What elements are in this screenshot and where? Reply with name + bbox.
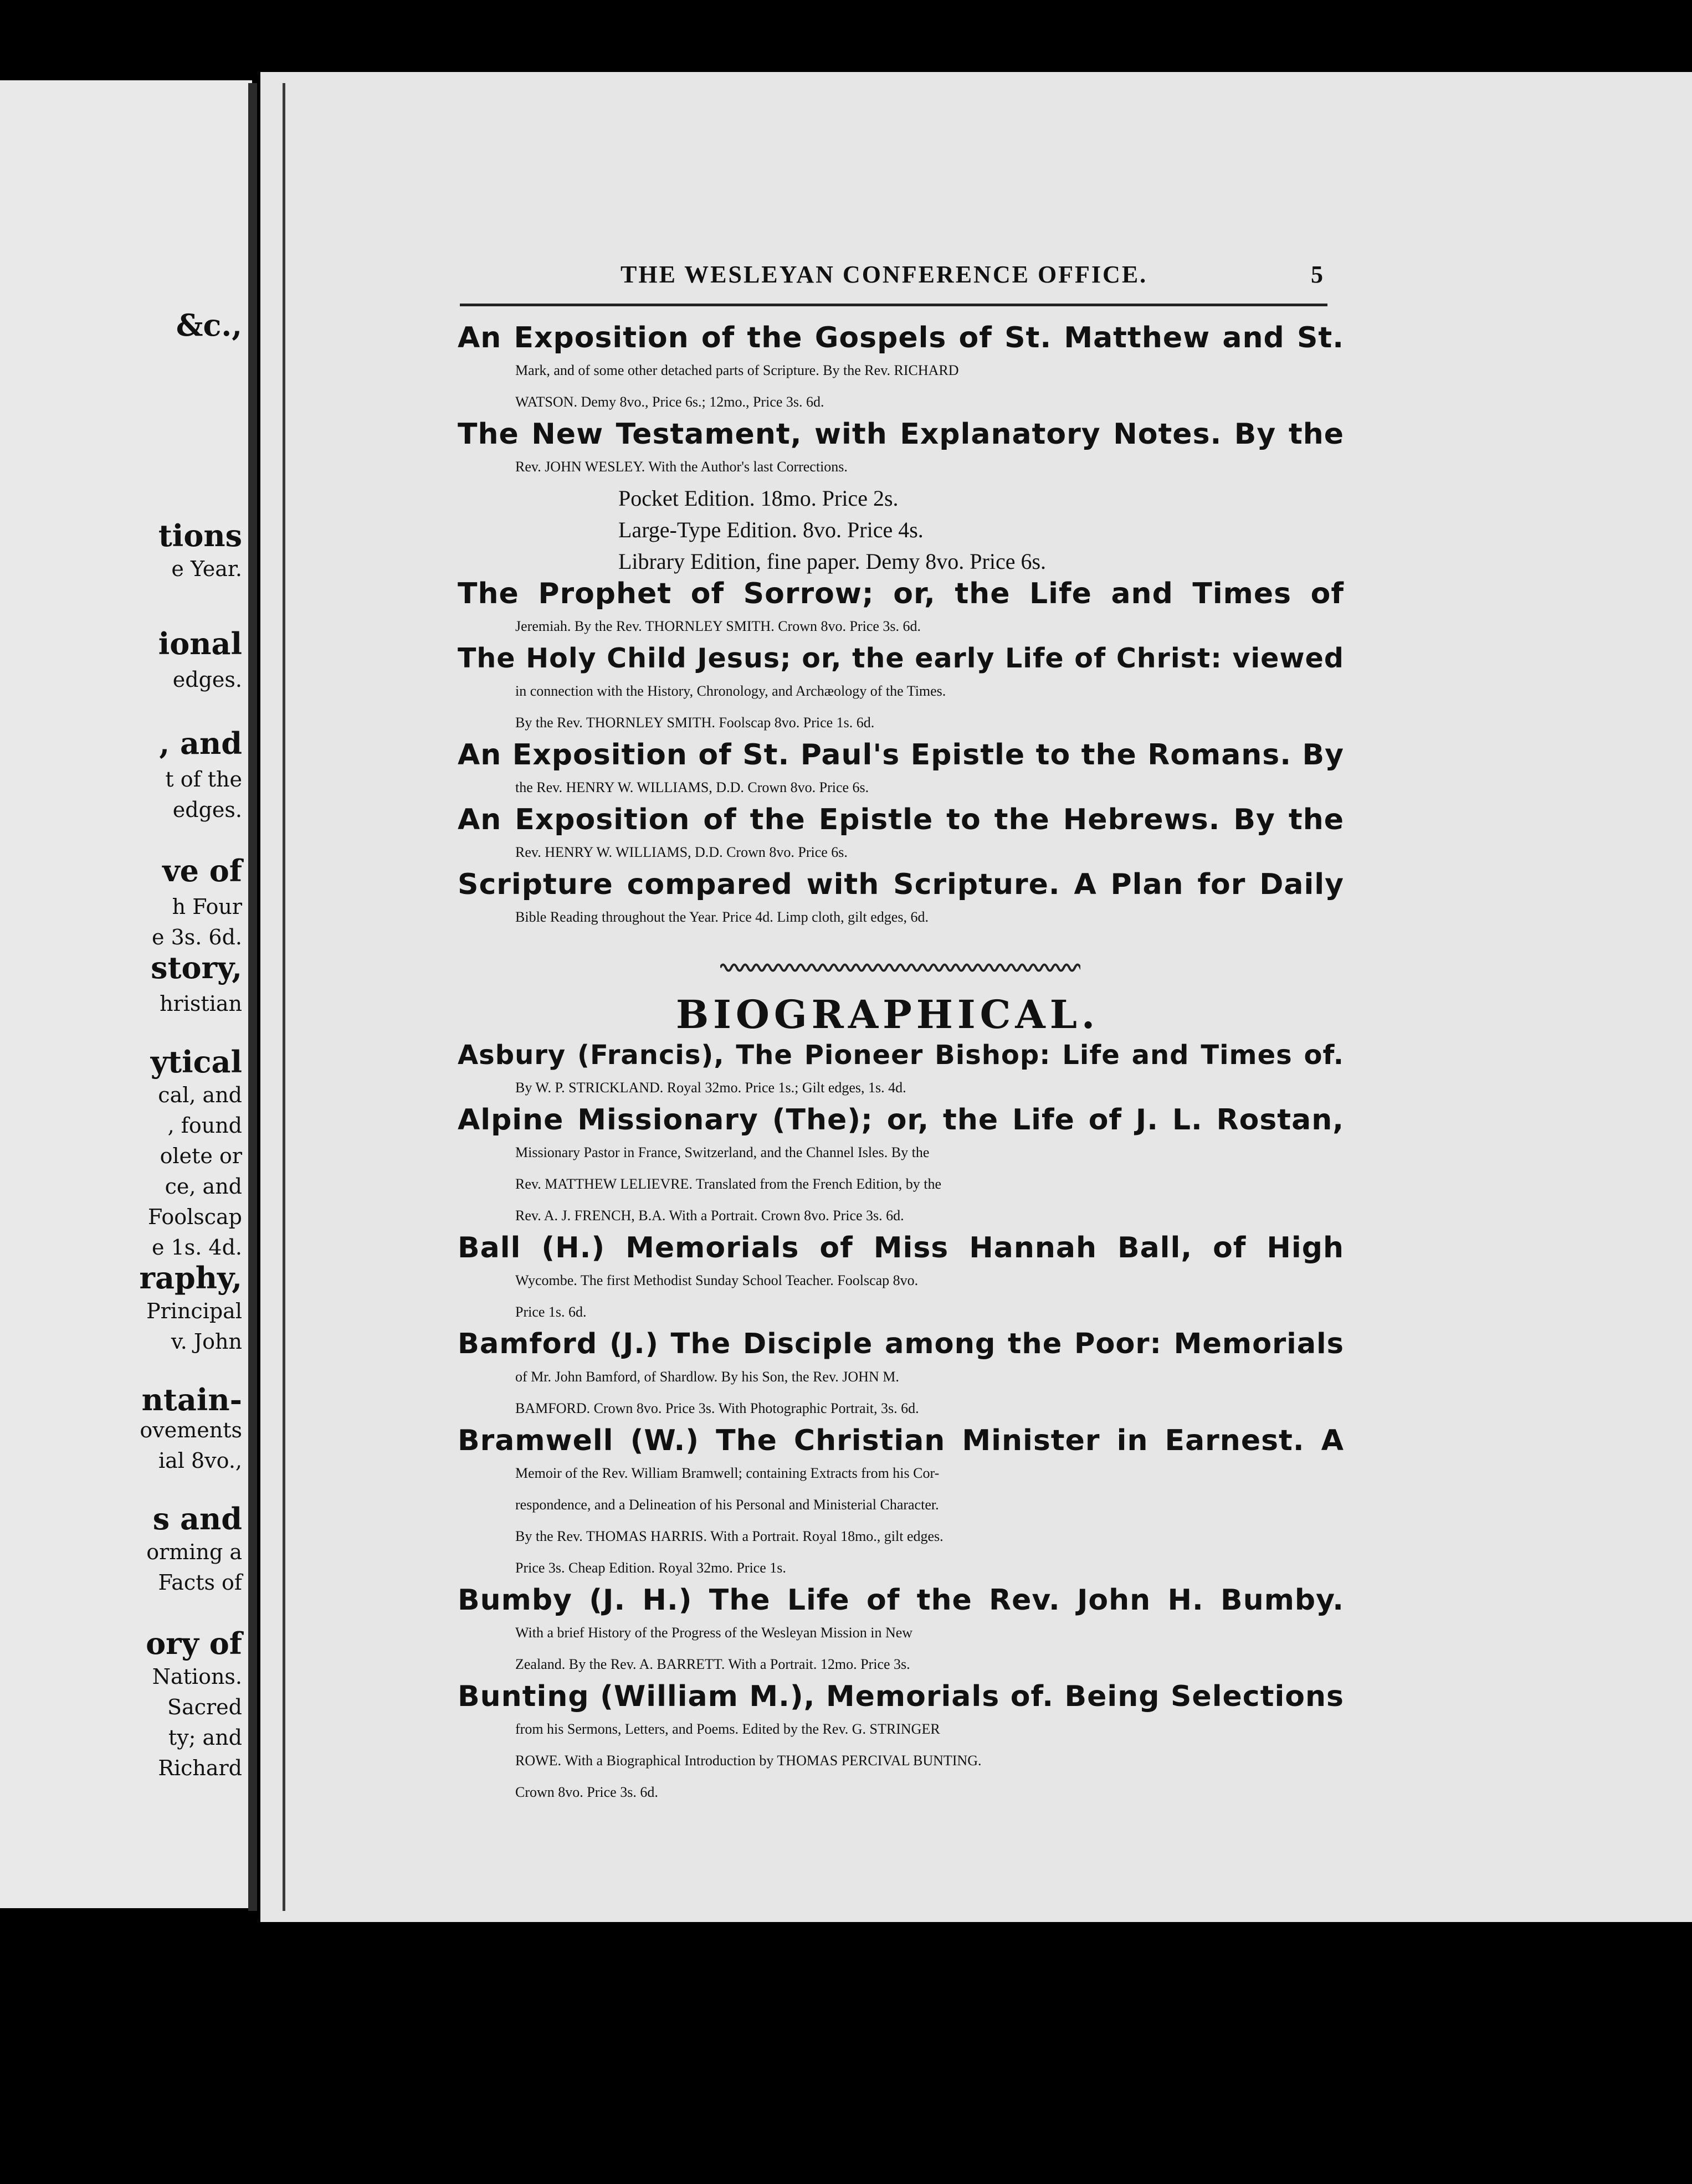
left-fragment-text: ory of xyxy=(146,1626,242,1661)
entry-title: Bamford (J.) The Disciple among the Poor: Memorials xyxy=(458,1328,1344,1360)
entry-line: Missionary Pastor in France, Switzerland, and the Channel Isles. By the xyxy=(515,1144,930,1160)
catalogue-entry xyxy=(458,321,1344,418)
catalogue-entry xyxy=(458,642,1344,738)
left-fragment-text: Sacred xyxy=(167,1695,242,1719)
entry-line: Mark, and of some other detached parts of Scripture. By the Rev. RICHARD xyxy=(515,362,959,378)
entry-line: from his Sermons, Letters, and Poems. Edited by the Rev. G. STRINGER xyxy=(515,1721,940,1737)
entry-description xyxy=(458,901,1344,933)
left-fragment-text: , found xyxy=(167,1113,242,1138)
entry-line: the Rev. HENRY W. WILLIAMS, D.D. Crown 8vo. Price 6s. xyxy=(515,779,869,795)
entry-description xyxy=(458,1137,1344,1231)
entry-line: By W. P. STRICKLAND. Royal 32mo. Price 1s.; Gilt edges, 1s. 4d. xyxy=(515,1080,906,1096)
entry-line: Rev. JOHN WESLEY. With the Author's last Corrections. xyxy=(515,459,848,475)
entry-title: Bumby (J. H.) The Life of the Rev. John H. Bumby. xyxy=(458,1584,1344,1617)
entry-description xyxy=(458,675,1344,738)
header-rule xyxy=(460,304,1327,306)
catalogue-entry xyxy=(458,868,1344,933)
entry-line: of Mr. John Bamford, of Shardlow. By his Son, the Rev. JOHN M. xyxy=(515,1369,899,1385)
edition-list xyxy=(458,482,1344,577)
left-fragment-text: Nations. xyxy=(152,1664,242,1689)
page-number: 5 xyxy=(1311,261,1323,288)
left-fragment-text: ytical xyxy=(150,1044,242,1080)
left-fragment-text: ntain- xyxy=(141,1382,242,1417)
left-fragment-text: edges. xyxy=(172,667,242,692)
entry-description xyxy=(458,772,1344,803)
entry-line: respondence, and a Delineation of his Personal and Ministerial Character. xyxy=(515,1497,939,1513)
wavy-divider xyxy=(720,959,1080,976)
entry-title: Asbury (Francis), The Pioneer Bishop: Life and Times of. xyxy=(458,1040,1344,1071)
entry-line: Zealand. By the Rev. A. BARRETT. With a Portrait. 12mo. Price 3s. xyxy=(515,1656,910,1672)
entry-line: Memoir of the Rev. William Bramwell; containing Extracts from his Cor- xyxy=(515,1465,940,1481)
entry-title: Scripture compared with Scripture. A Plan for Daily xyxy=(458,868,1344,901)
entry-line: in connection with the History, Chronology, and Archæology of the Times. xyxy=(515,683,946,699)
gutter-line xyxy=(283,83,285,1911)
entry-line: By the Rev. THORNLEY SMITH. Foolscap 8vo. Price 1s. 6d. xyxy=(515,715,875,731)
left-fragment-text: e Year. xyxy=(171,557,242,581)
entry-description xyxy=(458,1617,1344,1680)
catalogue-entry xyxy=(458,418,1344,577)
catalogue-entry xyxy=(458,1039,1344,1103)
entry-description xyxy=(458,1072,1344,1103)
entry-title: An Exposition of the Epistle to the Hebrews. By the xyxy=(458,803,1344,836)
left-fragment-text: Facts of xyxy=(158,1570,242,1595)
entry-line: Rev. HENRY W. WILLIAMS, D.D. Crown 8vo. Price 6s. xyxy=(515,844,848,860)
left-fragment-text: story, xyxy=(151,950,242,985)
left-fragment-text: ve of xyxy=(162,853,242,888)
catalogue-entry xyxy=(458,1680,1344,1808)
entry-description xyxy=(458,1265,1344,1328)
entry-line: Rev. MATTHEW LELIEVRE. Translated from the French Edition, by the xyxy=(515,1176,942,1192)
entry-line: Price 3s. Cheap Edition. Royal 32mo. Price 1s. xyxy=(515,1560,786,1576)
left-fragment-text: edges. xyxy=(172,798,242,822)
entry-line: By the Rev. THOMAS HARRIS. With a Portrait. Royal 18mo., gilt edges. xyxy=(515,1528,944,1544)
left-fragment-text: olete or xyxy=(160,1144,242,1168)
section-heading: BIOGRAPHICAL. xyxy=(676,991,1100,1037)
left-fragment-text: orming a xyxy=(146,1540,242,1564)
entry-title: An Exposition of the Gospels of St. Matthew and St. xyxy=(458,321,1344,354)
left-fragment-text: v. John xyxy=(171,1329,242,1354)
entry-line: BAMFORD. Crown 8vo. Price 3s. With Photographic Portrait, 3s. 6d. xyxy=(515,1400,919,1416)
entry-description xyxy=(458,451,1344,482)
entry-title: The New Testament, with Explanatory Notes. By the xyxy=(458,418,1344,451)
left-fragment-text: hristian xyxy=(160,991,242,1016)
entry-title: Bramwell (W.) The Christian Minister in Earnest. A xyxy=(458,1424,1344,1457)
book-spine xyxy=(248,83,257,1911)
entry-line: Bible Reading throughout the Year. Price 4d. Limp cloth, gilt edges, 6d. xyxy=(515,909,929,925)
entry-title: The Holy Child Jesus; or, the early Life of Christ: viewed xyxy=(458,643,1344,674)
left-fragment-text: ional xyxy=(158,626,242,661)
left-fragment-text: Richard xyxy=(158,1756,242,1780)
edition-line: Large-Type Edition. 8vo. Price 4s. xyxy=(618,517,924,542)
entry-title: The Prophet of Sorrow; or, the Life and Times of xyxy=(458,577,1344,610)
entry-title: An Exposition of St. Paul's Epistle to the Romans. By xyxy=(458,738,1344,772)
left-fragment-text: raphy, xyxy=(139,1260,242,1296)
catalogue-entry xyxy=(458,577,1344,642)
left-page-fragment xyxy=(0,80,252,1908)
left-fragment-text: Foolscap xyxy=(148,1205,242,1229)
entry-line: Wycombe. The first Methodist Sunday School Teacher. Foolscap 8vo. xyxy=(515,1272,919,1288)
entry-description xyxy=(458,836,1344,868)
entry-title: Alpine Missionary (The); or, the Life of J. L. Rostan, xyxy=(458,1103,1344,1137)
entry-line: WATSON. Demy 8vo., Price 6s.; 12mo., Price 3s. 6d. xyxy=(515,394,824,410)
entry-line: ROWE. With a Biographical Introduction by THOMAS PERCIVAL BUNTING. xyxy=(515,1753,982,1769)
entry-title: Ball (H.) Memorials of Miss Hannah Ball, of High xyxy=(458,1231,1344,1265)
left-fragment-text: ce, and xyxy=(165,1174,242,1199)
entry-title: Bunting (William M.), Memorials of. Being Selections xyxy=(458,1680,1344,1713)
entry-line: With a brief History of the Progress of the Wesleyan Mission in New xyxy=(515,1625,913,1641)
entry-line: Price 1s. 6d. xyxy=(515,1304,587,1320)
edition-line: Library Edition, fine paper. Demy 8vo. Price 6s. xyxy=(618,549,1047,574)
entry-description xyxy=(458,354,1344,418)
running-header: THE WESLEYAN CONFERENCE OFFICE. xyxy=(621,261,1148,288)
entry-line: Jeremiah. By the Rev. THORNLEY SMITH. Crown 8vo. Price 3s. 6d. xyxy=(515,618,921,634)
left-fragment-text: e 3s. 6d. xyxy=(152,925,242,949)
left-fragment-text: cal, and xyxy=(158,1083,242,1107)
catalogue-entry xyxy=(458,803,1344,868)
entry-description xyxy=(458,1457,1344,1584)
entries-list-top xyxy=(458,321,1344,933)
catalogue-entry xyxy=(458,1231,1344,1328)
catalogue-entry xyxy=(458,1424,1344,1584)
left-fragment-text: Principal xyxy=(146,1299,242,1323)
entry-description xyxy=(458,1361,1344,1424)
catalogue-entry xyxy=(458,738,1344,803)
catalogue-entry xyxy=(458,1328,1344,1424)
left-fragment-text: , and xyxy=(159,726,242,761)
entry-line: Crown 8vo. Price 3s. 6d. xyxy=(515,1784,658,1800)
left-fragment-text: t of the xyxy=(165,767,242,792)
entry-line: Rev. A. J. FRENCH, B.A. With a Portrait. Crown 8vo. Price 3s. 6d. xyxy=(515,1207,904,1224)
left-fragment-text: s and xyxy=(152,1501,242,1536)
entry-description xyxy=(458,610,1344,642)
left-fragment-text: e 1s. 4d. xyxy=(152,1235,242,1260)
entries-list-bio xyxy=(458,1039,1344,1808)
edition-line: Pocket Edition. 18mo. Price 2s. xyxy=(618,486,899,511)
left-fragment-text: h Four xyxy=(172,895,242,919)
catalogue-entry xyxy=(458,1584,1344,1680)
left-fragment-text: tions xyxy=(158,518,242,553)
entry-description xyxy=(458,1713,1344,1808)
left-fragment-text: ty; and xyxy=(168,1725,242,1750)
catalogue-entry xyxy=(458,1103,1344,1231)
left-fragment-text: ial 8vo., xyxy=(158,1448,242,1473)
left-fragment-text: &c., xyxy=(176,307,242,343)
left-fragment-text: ovements xyxy=(140,1418,242,1442)
